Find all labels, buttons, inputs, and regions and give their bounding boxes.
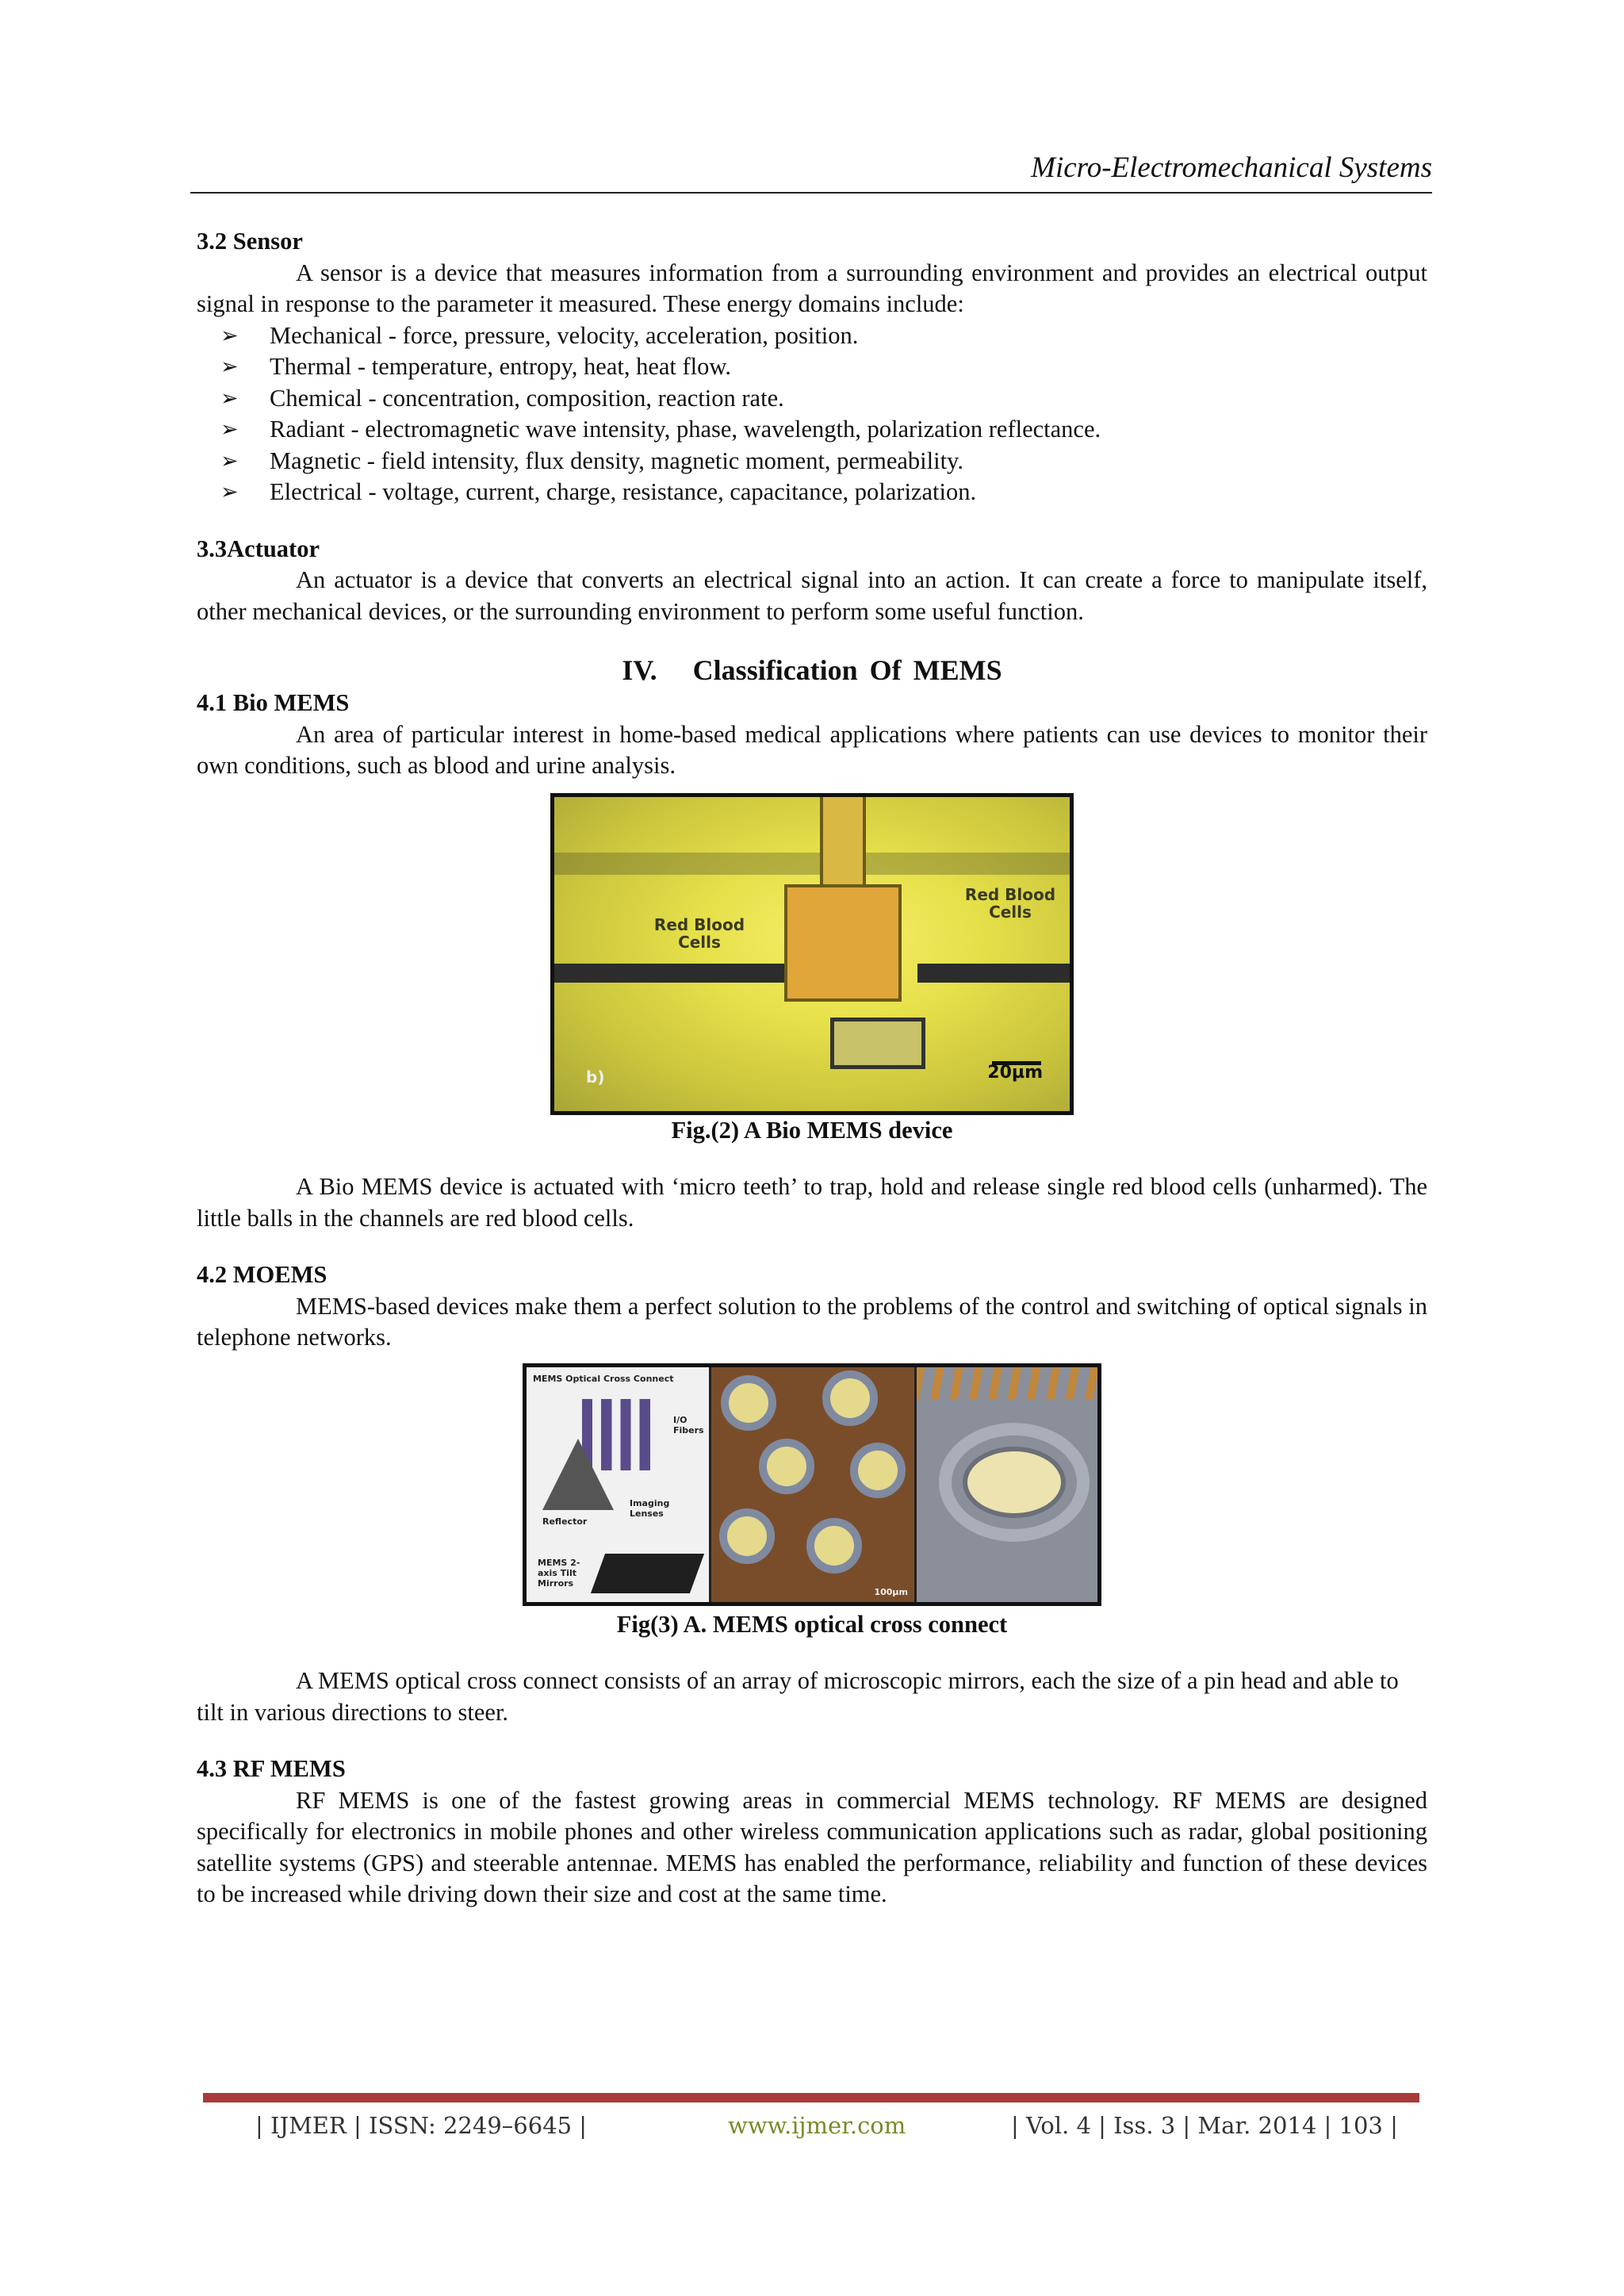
figure-3-caption: Fig(3) A. MEMS optical cross connect bbox=[616, 1610, 1008, 1638]
label-red-blood-cells-left: Red Blood Cells bbox=[653, 914, 745, 952]
micromirror bbox=[719, 1508, 775, 1564]
single-micromirror bbox=[963, 1447, 1066, 1518]
schematic-mirrors-label: MEMS 2-axis Tilt Mirrors bbox=[538, 1557, 580, 1589]
list-item bbox=[197, 446, 1427, 477]
cross-connect-schematic bbox=[527, 1367, 711, 1602]
list-item bbox=[197, 477, 1427, 508]
footer-website-link[interactable]: www.ijmer.com bbox=[728, 2112, 906, 2139]
list-item-text: Radiant - electromagnetic wave intensity, phase, wavelength, polarization reflectance. bbox=[270, 416, 1101, 443]
footer-rule bbox=[203, 2093, 1419, 2102]
single-mirror-photo bbox=[917, 1367, 1097, 1602]
footer-journal-info: | IJMER | ISSN: 2249–6645 | bbox=[255, 2112, 588, 2139]
list-item-text: Electrical - voltage, current, charge, resistance, capacitance, polarization. bbox=[270, 478, 977, 505]
optical-cross-connect-image bbox=[523, 1363, 1101, 1606]
figure-2 bbox=[197, 782, 1427, 1115]
moems-paragraph: MEMS-based devices make them a perfect solution to the problems of the control and switching of optical signals in telephone networks. bbox=[197, 1292, 1427, 1351]
flow-channel-left bbox=[554, 964, 784, 983]
list-item-text: Chemical - concentration, composition, reaction rate. bbox=[270, 384, 784, 412]
arrow-bullet-icon: ➢ bbox=[220, 448, 239, 473]
micromirror bbox=[759, 1439, 814, 1494]
list-item bbox=[197, 351, 1427, 383]
mirror-array-photo bbox=[711, 1367, 917, 1602]
arrow-bullet-icon: ➢ bbox=[220, 355, 239, 379]
section-heading-4-3: 4.3 RF MEMS bbox=[197, 1755, 346, 1782]
list-item-text: Thermal - temperature, entropy, heat, heat flow. bbox=[270, 353, 732, 380]
sensor-paragraph: A sensor is a device that measures information from a surrounding environment and provides an electrical output signal in response to the parameter it measured. These energy domains include: bbox=[197, 259, 1427, 317]
section-heading-4-2: 4.2 MOEMS bbox=[197, 1261, 327, 1288]
bio-mems-micrograph bbox=[550, 793, 1074, 1115]
flow-channel-right bbox=[917, 964, 1074, 983]
actuator-paragraph: An actuator is a device that converts an electrical signal into an action. It can create a force to manipulate itself, other mechanical devices, or the surrounding environment to perform some useful function. bbox=[197, 566, 1427, 625]
arrow-bullet-icon: ➢ bbox=[220, 323, 239, 348]
energy-domain-list bbox=[197, 320, 1427, 508]
section-heading-3-3: 3.3Actuator bbox=[197, 535, 320, 562]
trap-chamber bbox=[784, 884, 902, 1002]
figure-2-caption: Fig.(2) A Bio MEMS device bbox=[671, 1116, 953, 1144]
cross-connect-description: A MEMS optical cross connect consists of an array of microscopic mirrors, each the size of a pin head and able to tilt in various directions to steer. bbox=[197, 1667, 1399, 1726]
microchannel bbox=[554, 853, 1070, 875]
micromirror bbox=[721, 1375, 776, 1431]
micromirror bbox=[822, 1370, 878, 1426]
arrow-bullet-icon: ➢ bbox=[220, 480, 239, 504]
arrow-bullet-icon: ➢ bbox=[220, 417, 239, 442]
arrow-bullet-icon: ➢ bbox=[220, 385, 239, 411]
section-heading-3-2: 3.2 Sensor bbox=[197, 228, 303, 255]
mirror-array bbox=[591, 1554, 704, 1593]
scale-label: 20µm bbox=[987, 1063, 1043, 1083]
reflector-shape bbox=[542, 1439, 614, 1510]
chapter-heading: IV. Classification Of MEMS bbox=[622, 654, 1002, 686]
schematic-lenses-label: Imaging Lenses bbox=[630, 1497, 670, 1519]
list-item bbox=[197, 414, 1427, 446]
rf-mems-paragraph: RF MEMS is one of the fastest growing areas in commercial MEMS technology. RF MEMS are designed specifically for electronics in mobile phones and other wireless communication applications such as radar, global positioning satellite systems (GPS) and steerable antennae. MEMS has enabled the performance, reliability and function of these devices to be increased while driving down their size and cost at the same time. bbox=[197, 1786, 1427, 1907]
footer-issue-info: | Vol. 4 | Iss. 3 | Mar. 2014 | 103 | bbox=[1011, 2112, 1398, 2139]
device-stem bbox=[820, 797, 866, 892]
list-item bbox=[197, 320, 1427, 352]
list-item bbox=[197, 383, 1427, 415]
bio-mems-paragraph: An area of particular interest in home-based medical applications where patients can use devices to monitor their own conditions, such as blood and urine analysis. bbox=[197, 720, 1427, 779]
micro-teeth-actuator bbox=[830, 1018, 925, 1069]
mirror-scale-label: 100µm bbox=[874, 1586, 908, 1597]
page-body bbox=[197, 226, 1427, 1911]
page-footer bbox=[0, 2112, 1624, 2144]
comb-drive bbox=[917, 1367, 1097, 1399]
label-red-blood-cells-right: Red Blood Cells bbox=[964, 884, 1056, 922]
section-heading-4-1: 4.1 Bio MEMS bbox=[197, 689, 350, 716]
list-item-text: Mechanical - force, pressure, velocity, acceleration, position. bbox=[270, 321, 859, 349]
bio-mems-description: A Bio MEMS device is actuated with ‘micro teeth’ to trap, hold and release single red blood cells (unharmed). The little balls in the channels are red blood cells. bbox=[197, 1173, 1427, 1232]
micromirror bbox=[806, 1518, 862, 1573]
list-item-text: Magnetic - field intensity, flux density, magnetic moment, permeability. bbox=[270, 447, 963, 474]
header-rule bbox=[190, 192, 1432, 194]
running-title: Micro-Electromechanical Systems bbox=[1031, 151, 1432, 184]
panel-letter: b) bbox=[586, 1068, 605, 1087]
schematic-title: MEMS Optical Cross Connect bbox=[533, 1373, 674, 1384]
schematic-reflector-label: Reflector bbox=[542, 1516, 588, 1527]
figure-3 bbox=[197, 1363, 1427, 1606]
schematic-fibers-label: I/O Fibers bbox=[673, 1414, 704, 1435]
micromirror bbox=[850, 1443, 906, 1498]
